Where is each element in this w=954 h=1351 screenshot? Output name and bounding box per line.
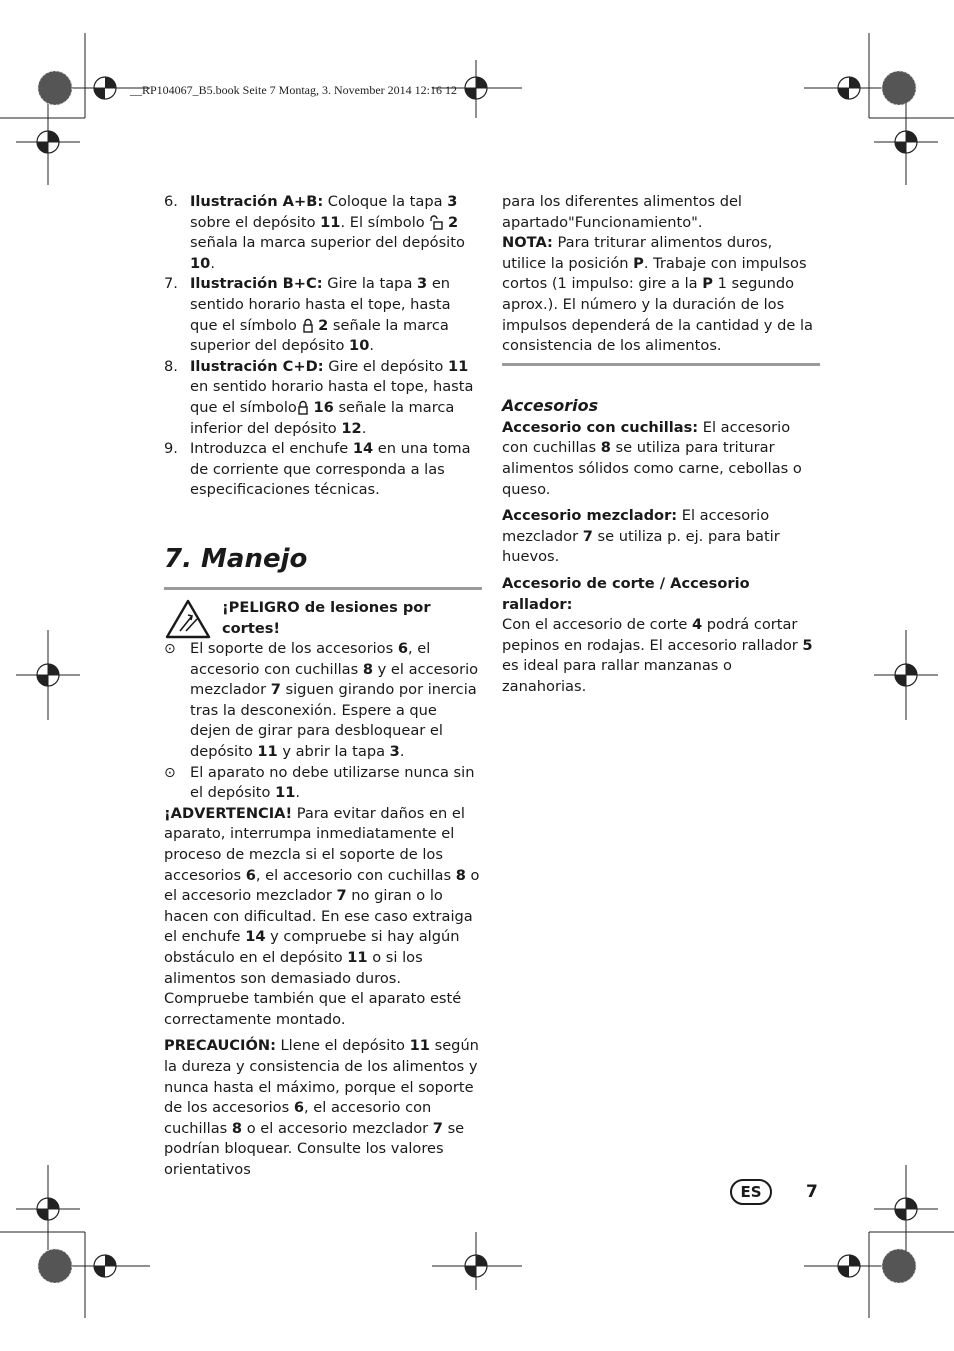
accessory-corte: Con el accesorio de corte 4 podrá cortar pepinos en rodajas. El accesorio rallador 5 es ideal para rallar manzanas o zanahorias. <box>502 616 813 695</box>
step-9: 9. Introduzca el enchufe 14 en una toma de corriente que corresponda a las especificaciones técnicas. <box>164 440 471 499</box>
lock-symbol-icon <box>297 400 309 415</box>
left-column <box>164 192 482 1181</box>
caution-continued: para los diferentes alimentos del apartado"Funcionamiento". <box>502 193 742 231</box>
danger-warning <box>164 598 482 639</box>
step-7: 7. Ilustración B+C: Gire la tapa 3 en sentido horario hasta el tope, hasta que el símbolo 2 señale la marca superior del depósito 10. <box>164 275 451 355</box>
page-number: 7 <box>806 1182 818 1202</box>
lock-symbol-icon <box>302 318 314 333</box>
caution-paragraph: PRECAUCIÓN: Llene el depósito 11 según la dureza y consistencia de los alimentos y nunca hasta el máximo, porque el soporte de los accesorios 6, el accesorio con cuchillas 8 o el accesorio mezclador 7 se podrían bloquear. Consulte los valores orientativos <box>164 1037 479 1178</box>
section-title: 7. Manejo <box>164 543 482 590</box>
warning-paragraph: ¡ADVERTENCIA! Para evitar daños en el aparato, interrumpa inmediatamente el proceso de mezcla si el soporte de los accesorios 6, el accesorio con cuchillas 8 o el accesorio mezclador 7 no giran o lo hacen con dificultad. En ese caso extraiga el enchufe 14 y compruebe si hay algún obstáculo en el depósito 11 o si los alimentos son demasiado duros. Compruebe también que el aparato esté correctamente montado. <box>164 804 480 1028</box>
page-footer <box>730 1179 818 1205</box>
danger-title: ¡PELIGRO de lesiones por cortes! <box>222 598 431 637</box>
step-8: 8. Ilustración C+D: Gire el depósito 11 en sentido horario hasta el tope, hasta que el símbolo 16 señale la marca inferior del depósito 12. <box>164 357 474 437</box>
bullet-item: ⊙ El aparato no debe utilizarse nunca sin el depósito 11. <box>164 763 475 802</box>
unlock-symbol-icon <box>429 215 443 230</box>
step-6: 6. Ilustración A+B: Coloque la tapa 3 sobre el depósito 11. El símbolo 2 señala la marca superior del depósito 10. <box>164 193 465 272</box>
divider <box>502 363 820 366</box>
cut-hazard-warning-icon <box>164 598 212 640</box>
print-header: __RP104067_B5.book Seite 7 Montag, 3. November 2014 12:16 12 <box>130 83 457 97</box>
accessory-mezclador: Accesorio mezclador: El accesorio mezclador 7 se utiliza p. ej. para batir huevos. <box>502 507 780 566</box>
accessory-corte-heading: Accesorio de corte / Accesorio rallador: <box>502 574 750 613</box>
language-badge: ES <box>730 1179 772 1205</box>
bullet-item: ⊙ El soporte de los accesorios 6, el accesorio con cuchillas 8 y el accesorio mezclador 7 siguen girando por inercia tras la desconexión. Espere a que dejen de girar para desbloquear el depósito 11 y abrir la tapa 3. <box>164 640 479 761</box>
bullet-icon: ⊙ <box>164 764 176 781</box>
right-column <box>502 192 820 697</box>
bullet-icon: ⊙ <box>164 641 176 658</box>
accessories-heading: Accesorios <box>502 395 599 415</box>
note-paragraph: NOTA: Para triturar alimentos duros, utilice la posición P. Trabaje con impulsos cortos (1 impulso: gire a la P 1 segundo aprox.). El número y la duración de los impulsos dependerá de la cantidad y de la consistencia de los alimentos. <box>502 234 813 355</box>
accessory-cuchillas: Accesorio con cuchillas: El accesorio con cuchillas 8 se utiliza para triturar alimentos sólidos como carne, cebollas o queso. <box>502 418 802 498</box>
